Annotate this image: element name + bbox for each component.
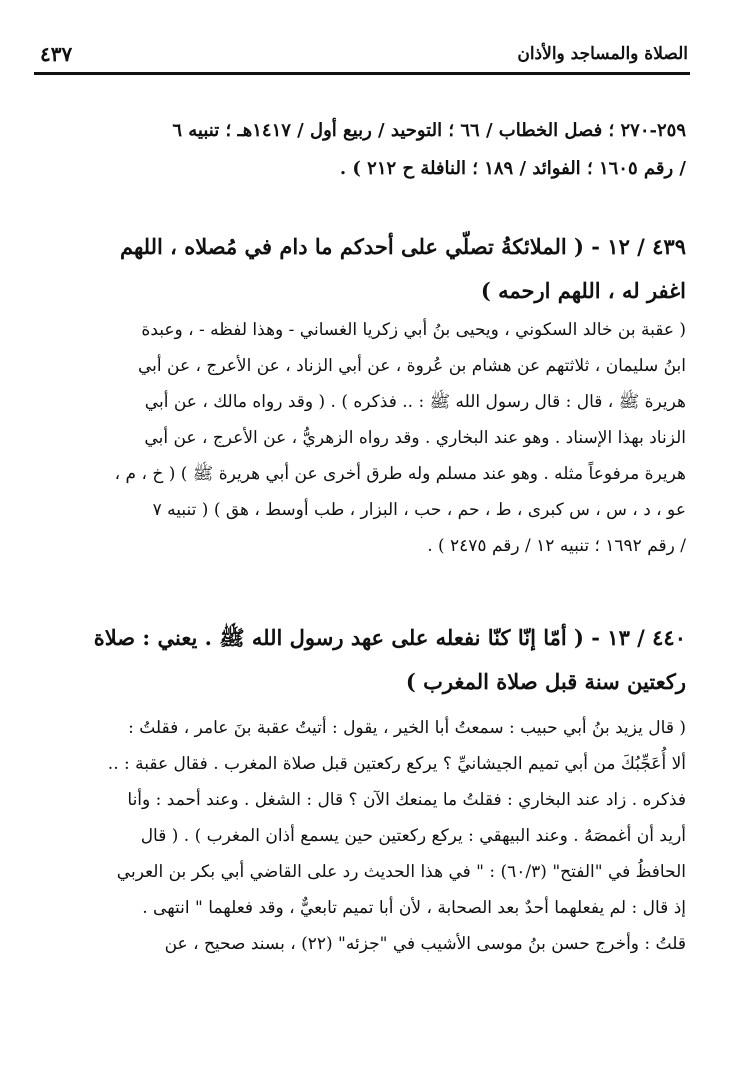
references-continuation [40, 112, 686, 188]
text-line: ركعتين سنة قبل صلاة المغرب ) [405, 669, 686, 694]
page-header [40, 40, 688, 70]
hadith-440-heading [40, 616, 686, 704]
text-line: عو ، د ، س ، س كبرى ، ط ، حم ، حب ، البزار ، طب أوسط ، هق ) ( تنبيه ٧ [152, 500, 686, 520]
text-line: ( قال يزيد بنُ أبي حبيب : سمعتُ أبا الخير ، يقول : أتيتُ عقبة بنَ عامر ، فقلتُ : [128, 718, 686, 738]
text-line: قلتُ : وأخرج حسن بنُ موسى الأشيب في "جزئه" (٢٢) ، بسند صحيح ، عن [164, 934, 686, 954]
text-line: ٤٣٩ / ١٢ - ( الملائكةُ تصلّي على أحدكم ما دام في مُصلاه ، اللهم [120, 234, 686, 259]
text-line: الزناد بهذا الإسناد . وهو عند البخاري . وقد رواه الزهريُّ ، عن الأعرج ، عن أبي [144, 428, 686, 448]
text-line: هريرة ﷺ ، قال : قال رسول الله ﷺ : .. فذكره ) . ( وقد رواه مالك ، عن أبي [144, 392, 686, 412]
hadith-440-commentary [40, 710, 686, 962]
running-title: الصلاة والمساجد والأذان [517, 44, 688, 64]
text-line: ألا أُعَجِّبُكَ من أبي تميم الجيشانيِّ ؟ يركع ركعتين قبل صلاة المغرب . فقال عقبة : .. [107, 754, 686, 774]
hadith-439-heading [40, 225, 686, 313]
header-rule [34, 72, 690, 75]
text-line: هريرة مرفوعاً مثله . وهو عند مسلم وله طرق أخرى عن أبي هريرة ﷺ ) ( خ ، م ، [114, 464, 686, 484]
page-number: ٤٣٧ [40, 42, 73, 66]
text-line: الحافظُ في "الفتح" (٦٠/٣) : " في هذا الحديث رد على القاضي أبي بكر بن العربي [116, 862, 686, 882]
text-line: ٤٤٠ / ١٣ - ( أمّا إنّا كنّا نفعله على عهد رسول الله ﷺ . يعني : صلاة [93, 625, 686, 650]
text-line: / رقم ١٦٠٥ ؛ الفوائد / ١٨٩ ؛ النافلة ح ٢١٢ ) . [339, 158, 686, 179]
text-line: إذ قال : لم يفعلهما أحدٌ بعد الصحابة ، لأن أبا تميم تابعيٌّ ، وقد فعلهما " انتهى . [142, 898, 686, 918]
text-line: أريد أن أغمصَهُ . وعند البيهقي : يركع ركعتين حين يسمع أذان المغرب ) . ( قال [140, 826, 686, 846]
text-line: ابنُ سليمان ، ثلاثتهم عن هشام بن عُروة ، عن أبي الزناد ، عن الأعرج ، عن أبي [137, 356, 686, 376]
hadith-439-commentary [40, 312, 686, 564]
text-line: ٢٥٩-٢٧٠ ؛ فصل الخطاب / ٦٦ ؛ التوحيد / ربيع أول / ١٤١٧هـ ؛ تنبيه ٦ [172, 120, 686, 141]
text-line: ( عقبة بن خالد السكوني ، ويحيى بنُ أبي زكريا الغساني - وهذا لفظه - ، وعبدة [141, 320, 686, 340]
text-line: اغفر له ، اللهم ارحمه ) [480, 278, 686, 303]
text-line: فذكره . زاد عند البخاري : فقلتُ ما يمنعك الآن ؟ قال : الشغل . وعند أحمد : وأنا [127, 790, 686, 810]
text-line: / رقم ١٦٩٢ ؛ تنبيه ١٢ / رقم ٢٤٧٥ ) . [427, 536, 686, 556]
